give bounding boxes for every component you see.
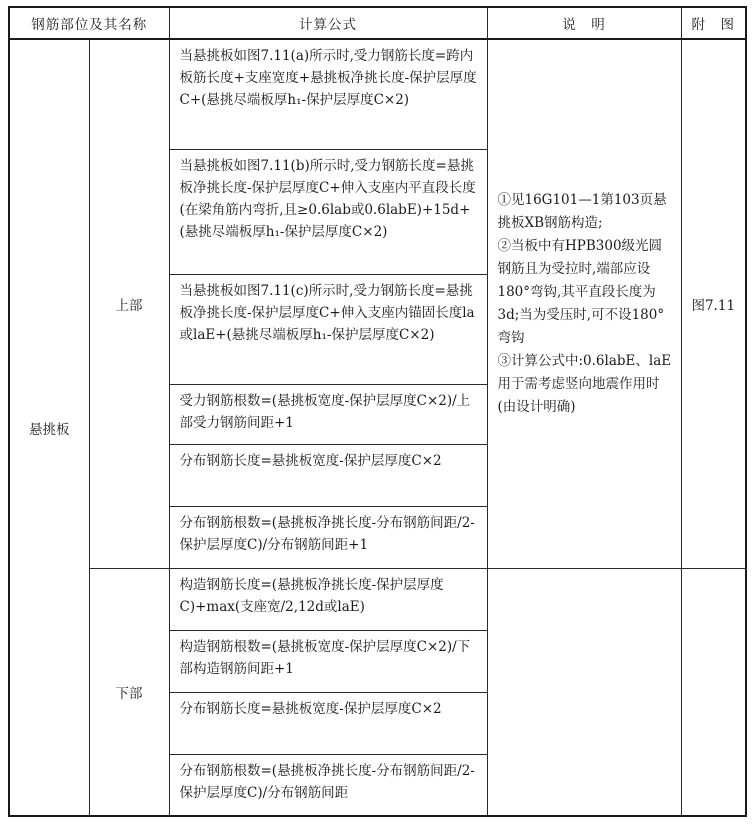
lower-notes-empty [487,568,681,816]
lower-formula-4: 分布钢筋根数=(悬挑板净挑长度-分布钢筋间距/2-保护层厚度C)/分布钢筋间距 [169,754,487,816]
upper-formula-3: 当悬挑板如图7.11(c)所示时,受力钢筋长度=悬挑板净挑长度-保护层厚度C+伸入支座内锚固长度la或laE+(悬挑尽端板厚h₁-保护层厚度C×2) [169,274,487,384]
header-formula: 计算公式 [169,7,487,39]
lower-formula-2: 构造钢筋根数=(悬挑板宽度-保护层厚度C×2)/下部构造钢筋间距+1 [169,630,487,692]
upper-formula-5: 分布钢筋长度=悬挑板宽度-保护层厚度C×2 [169,444,487,506]
table-row [9,568,746,630]
note-1: ①见16G101—1第103页悬挑板XB钢筋构造; [497,191,667,231]
table-row [9,39,746,149]
lower-label: 下部 [89,568,169,816]
upper-notes [487,39,681,568]
rebar-calculation-table [8,6,747,817]
upper-formula-1: 当悬挑板如图7.11(a)所示时,受力钢筋长度=跨内板筋长度+支座宽度+悬挑板净挑长度-保护层厚度C+(悬挑尽端板厚h₁-保护层厚度C×2) [169,39,487,149]
header-figure: 附 图 [681,7,746,39]
upper-formula-4: 受力钢筋根数=(悬挑板宽度-保护层厚度C×2)/上部受力钢筋间距+1 [169,384,487,444]
upper-label: 上部 [89,39,169,568]
upper-formula-2: 当悬挑板如图7.11(b)所示时,受力钢筋长度=悬挑板净挑长度-保护层厚度C+伸入支座内平直段长度(在梁角筋内弯折,且≥0.6lab或0.6labE)+15d+(悬挑尽端板厚h₁-保护层厚度C×2) [169,149,487,274]
lower-formula-1: 构造钢筋长度=(悬挑板净挑长度-保护层厚度C)+max(支座宽/2,12d或laE) [169,568,487,630]
note-2: ②当板中有HPB300级光圆钢筋且为受拉时,端部应设180°弯钩,其平直段长度为3d;当为受压时,可不设180°弯钩 [497,237,665,346]
header-note: 说 明 [487,7,681,39]
header-row [9,7,746,39]
header-part: 钢筋部位及其名称 [9,7,169,39]
lower-figure-empty [681,568,746,816]
member-name: 悬挑板 [9,39,89,816]
lower-formula-3: 分布钢筋长度=悬挑板宽度-保护层厚度C×2 [169,692,487,754]
upper-formula-6: 分布钢筋根数=(悬挑板净挑长度-分布钢筋间距/2-保护层厚度C)/分布钢筋间距+1 [169,506,487,568]
note-3: ③计算公式中:0.6labE、laE用于需考虑竖向地震作用时(由设计明确) [497,352,672,415]
upper-figure: 图7.11 [681,39,746,568]
